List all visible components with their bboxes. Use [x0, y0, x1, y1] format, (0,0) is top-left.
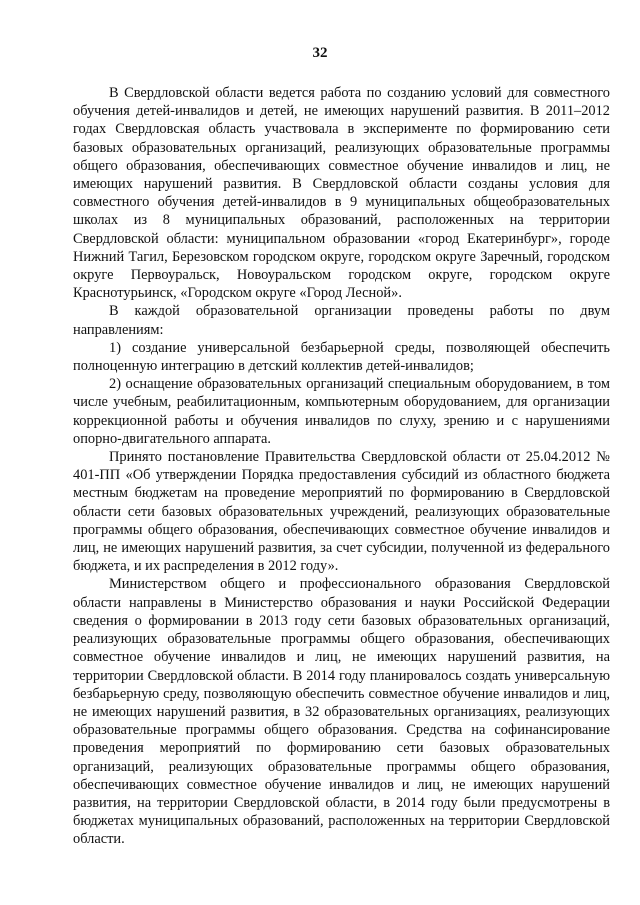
page-number: 32	[312, 45, 328, 61]
paragraph-barrier-free-environment: 1) создание универсальной безбарьерной среды, позволяющей обеспечить полноценную интеграцию в детский коллектив детей-инвалидов;	[73, 339, 610, 375]
paragraph-government-resolution: Принято постановление Правительства Свердловской области от 25.04.2012 № 401-ПП «Об утверждении Порядка предоставления субсидий из областного бюджета местным бюджетам на проведение мероприятий по формированию в Свердловской области сети базовых образовательных учреждений, реализующих образовательные программы общего образования, обеспечивающих совместное обучение инвалидов и лиц, не имеющих нарушений развития, за счет субсидии, полученной из федерального бюджета, и их распределения в 2012 году».	[73, 449, 610, 575]
paragraph-two-directions-intro: В каждой образовательной организации проведены работы по двум направлениям:	[73, 303, 610, 338]
paragraph-special-equipment: 2) оснащение образовательных организаций специальным оборудованием, в том числе учебным, реабилитационным, компьютерным оборудованием, для организации коррекционной работы и обучения инвалидов по слуху, зрению и с нарушениями опорно-двигательного аппарата.	[73, 376, 610, 447]
paragraph-inclusive-education-overview: В Свердловской области ведется работа по созданию условий для совместного обучения детей-инвалидов и детей, не имеющих нарушений развития. В 2011–2012 годах Свердловская область участвовала в эксперименте по формированию сети базовых образовательных организаций, реализующих образовательные программы общего образования, обеспечивающих совместное обучение инвалидов и лиц, не имеющих нарушений развития. В Свердловской области созданы условия для совместного обучения детей-инвалидов в 9 муниципальных общеобразовательных школах из 8 муниципальных образований, расположенных на территории Свердловской области: муниципальном образовании «город Екатеринбург», городе Нижний Тагил, Березовском городском округе, городском округе Заречный, городском округе Первоуральск, Новоуральском городском округе, городском округе Краснотурьинск, «Городском округе «Город Лесной».	[73, 85, 610, 302]
paragraph-ministry-actions: Министерством общего и профессионального образования Свердловской области направлены в Министерство образования и науки Российской Федерации сведения о формировании в 2013 году сети базовых образовательных организаций, реализующих образовательные программы общего образования, обеспечивающих совместное обучение инвалидов и лиц, не имеющих нарушений развития, на территории Свердловской области. В 2014 году планировалось создать универсальную безбарьерную среду, позволяющую обеспечить совместное обучение инвалидов и лиц, не имеющих нарушений развития, в 32 образовательных организациях, реализующих образовательные программы общего образования. Средства на софинансирование проведения мероприятий по формированию сети базовых образовательных организаций, реализующих образовательные программы общего образования, обеспечивающих совместное обучение инвалидов и лиц, не имеющих нарушений развития, на территории Свердловской области, в 2014 году были предусмотрены в бюджетах муниципальных образований, расположенных на территории Свердловской области.	[73, 576, 610, 848]
document-body	[73, 84, 610, 849]
